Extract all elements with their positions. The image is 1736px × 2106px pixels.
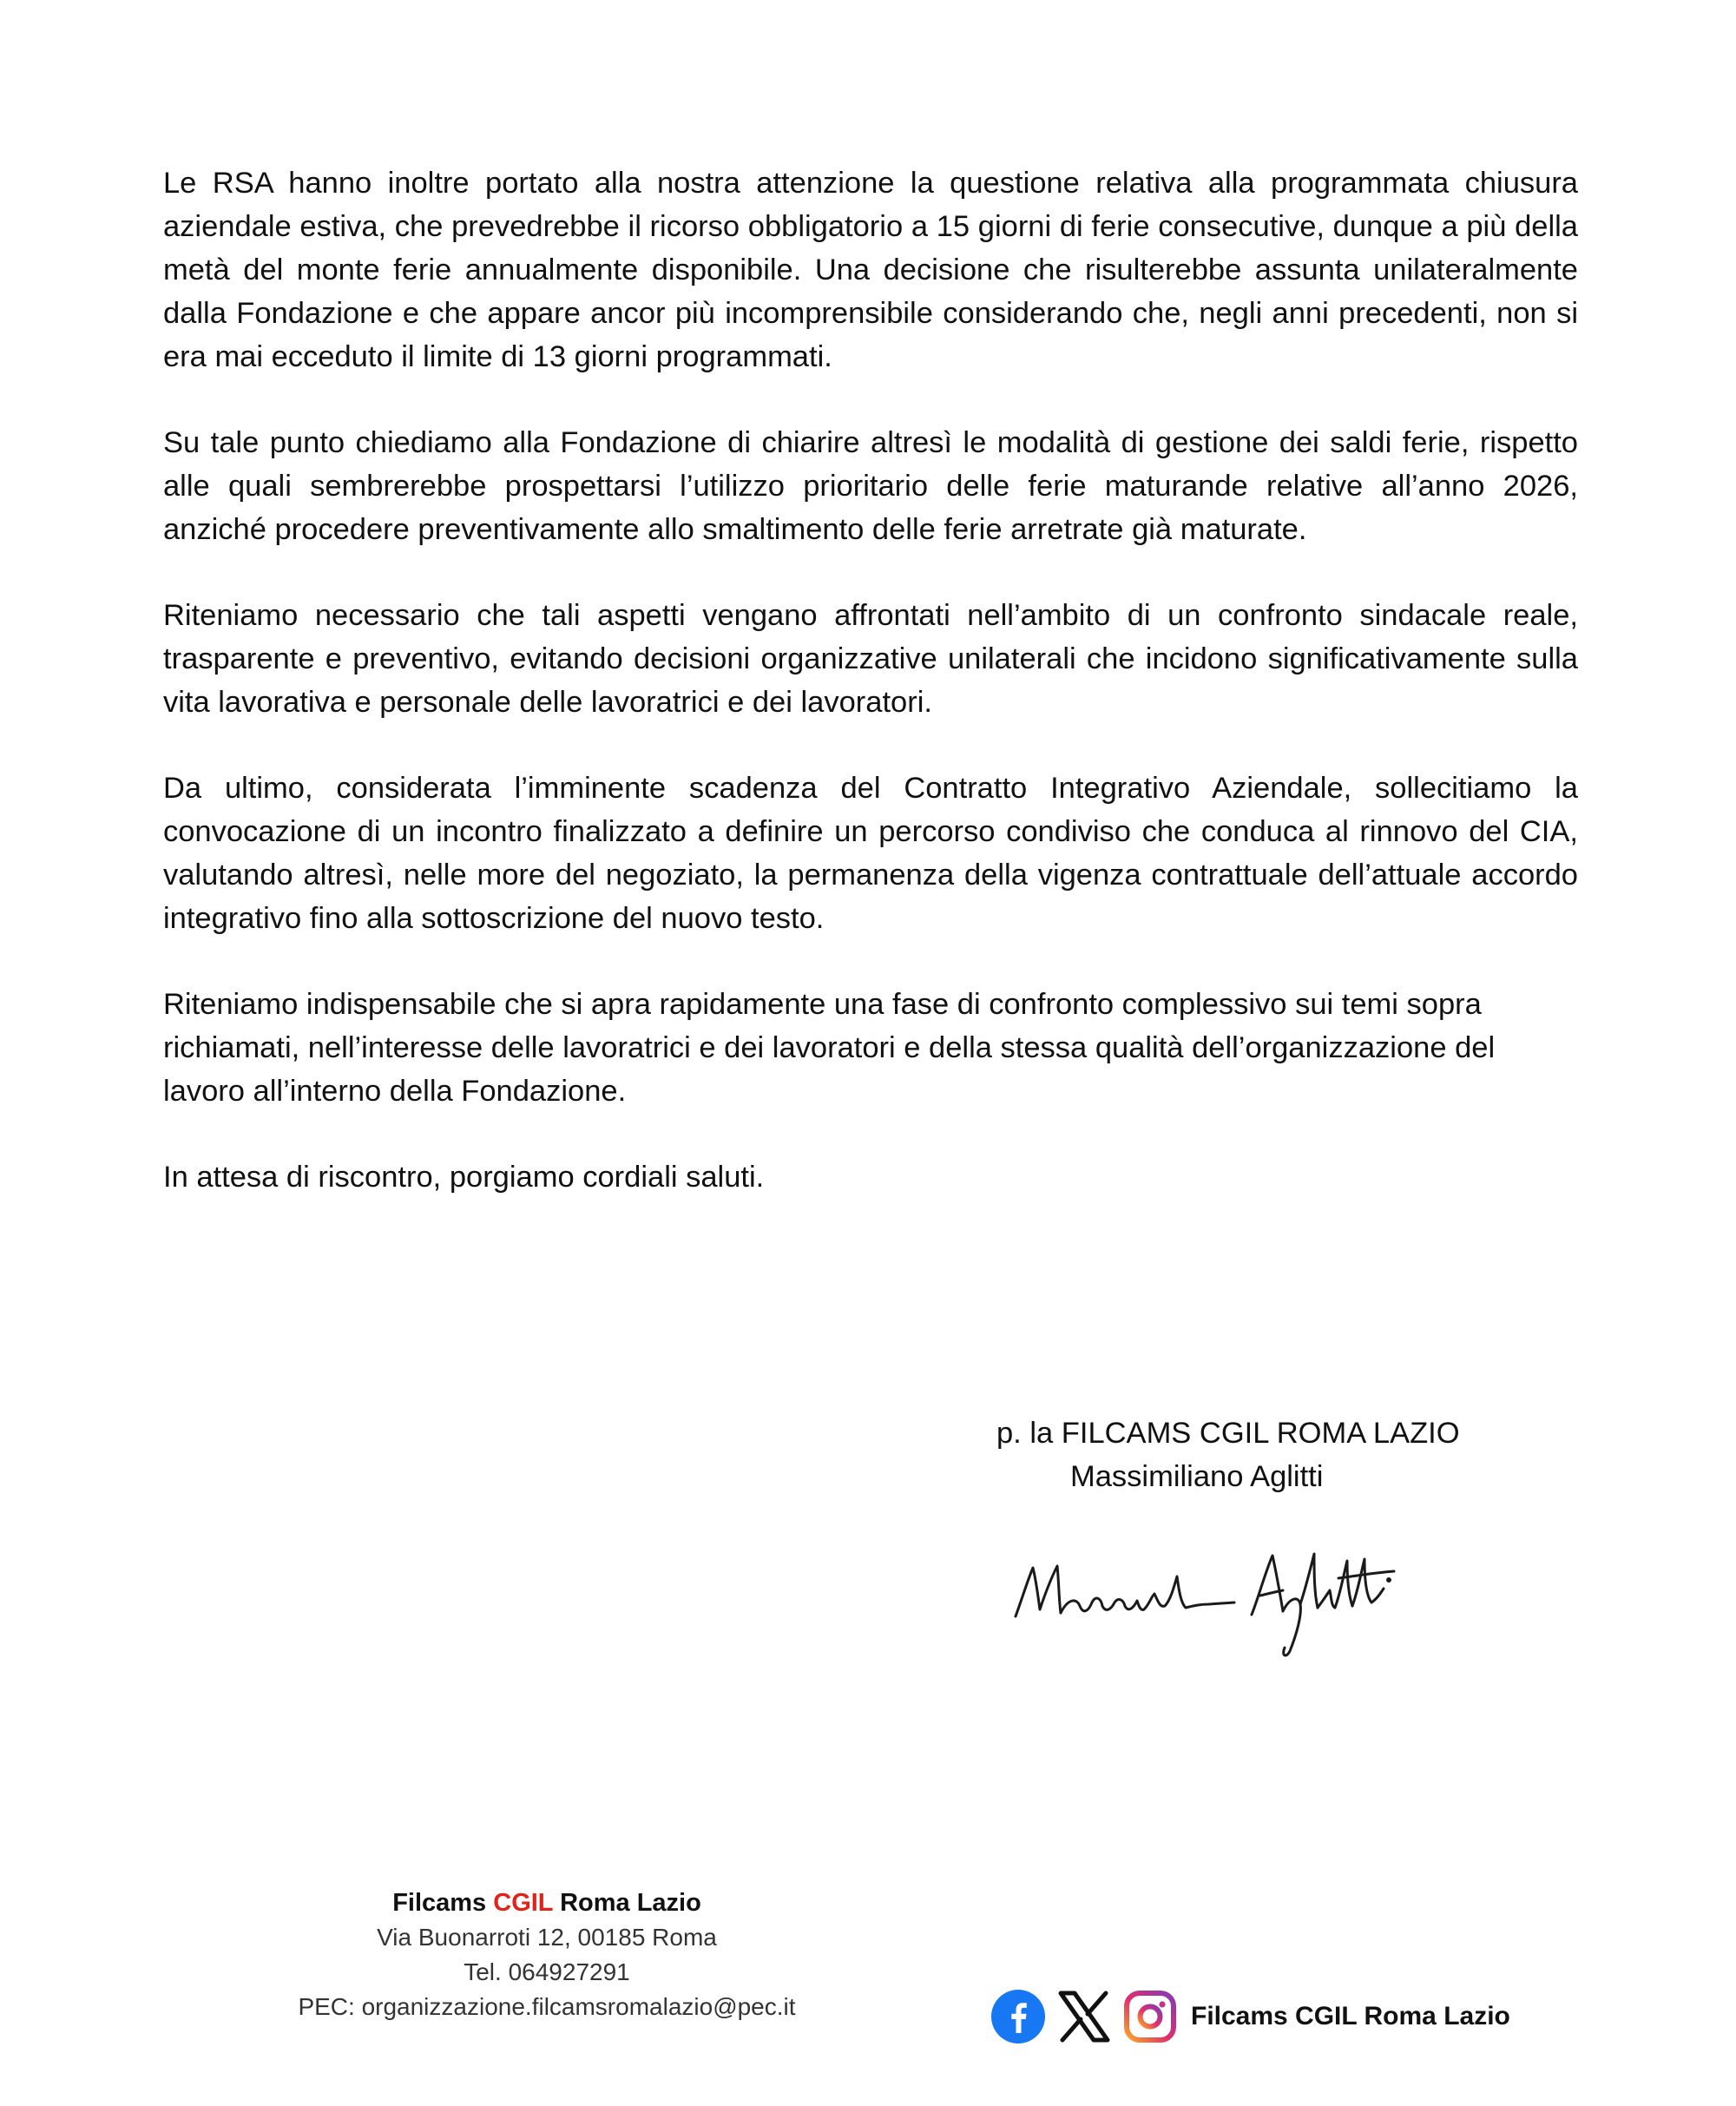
handwritten-signature xyxy=(1007,1537,1415,1667)
footer-contact xyxy=(200,1886,894,2024)
social-links xyxy=(990,1986,1510,2047)
paragraph-holiday-balance: Su tale punto chiediamo alla Fondazione di chiarire altresì le modalità di gestione dei saldi ferie, rispetto alle quali sembrerebbe prospettarsi l’utilizzo prioritario delle ferie maturande relative all’anno 2026, anziché procedere preventivamente allo smaltimento delle ferie arretrate già maturate. xyxy=(163,426,1578,546)
signature-name: Massimiliano Aglitti xyxy=(1070,1460,1324,1493)
x-icon[interactable] xyxy=(1055,1988,1113,2045)
footer-organization-name: Filcams CGIL Roma Lazio xyxy=(392,1889,701,1917)
footer-address: Via Buonarroti 12, 00185 Roma xyxy=(377,1924,717,1951)
signature-block xyxy=(955,1412,1562,1498)
footer-pec: PEC: organizzazione.filcamsromalazio@pec.it xyxy=(298,1993,796,2020)
paragraph-union-discussion: Riteniamo necessario che tali aspetti vengano affrontati nell’ambito di un confronto sindacale reale, trasparente e preventivo, evitando decisioni organizzative unilaterali che incidono significativamente sulla vita lavorativa e personale delle lavoratrici e dei lavoratori. xyxy=(163,599,1578,719)
signature-organization: p. la FILCAMS CGIL ROMA LAZIO xyxy=(996,1417,1460,1450)
instagram-icon[interactable] xyxy=(1121,1988,1179,2045)
paragraph-summer-closure: Le RSA hanno inoltre portato alla nostra attenzione la questione relativa alla programmata chiusura aziendale estiva, che prevedrebbe il ricorso obbligatorio a 15 giorni di ferie consecutive, dunque a più della metà del monte ferie annualmente disponibile. Una decisione che risulterebbe assunta unilateralmente dalla Fondazione e che appare ancor più incomprensibile considerando che, negli anni precedenti, non si era mai ecceduto il limite di 13 giorni programmati. xyxy=(163,167,1578,373)
social-label: Filcams CGIL Roma Lazio xyxy=(1191,2002,1510,2030)
paragraph-general-discussion: Riteniamo indispensabile che si apra rapidamente una fase di confronto complessivo sui temi sopra richiamati, nell’interesse delle lavoratrici e dei lavoratori e della stessa qualità dell’organizzazione del lavoro all’interno della Fondazione. xyxy=(163,988,1496,1108)
paragraph-closing-greeting: In attesa di riscontro, porgiamo cordiali saluti. xyxy=(163,1161,765,1194)
letter-body xyxy=(163,161,1578,1241)
paragraph-contract-renewal: Da ultimo, considerata l’imminente scadenza del Contratto Integrativo Aziendale, sollecitiamo la convocazione di un incontro finalizzato a definire un percorso condiviso che conduca al rinnovo del CIA, valutando altresì, nelle more del negoziato, la permanenza della vigenza contrattuale dell’attuale accordo integrativo fino alla sottoscrizione del nuovo testo. xyxy=(163,772,1578,935)
facebook-icon[interactable] xyxy=(990,1988,1047,2045)
footer-phone: Tel. 064927291 xyxy=(464,1958,630,1985)
